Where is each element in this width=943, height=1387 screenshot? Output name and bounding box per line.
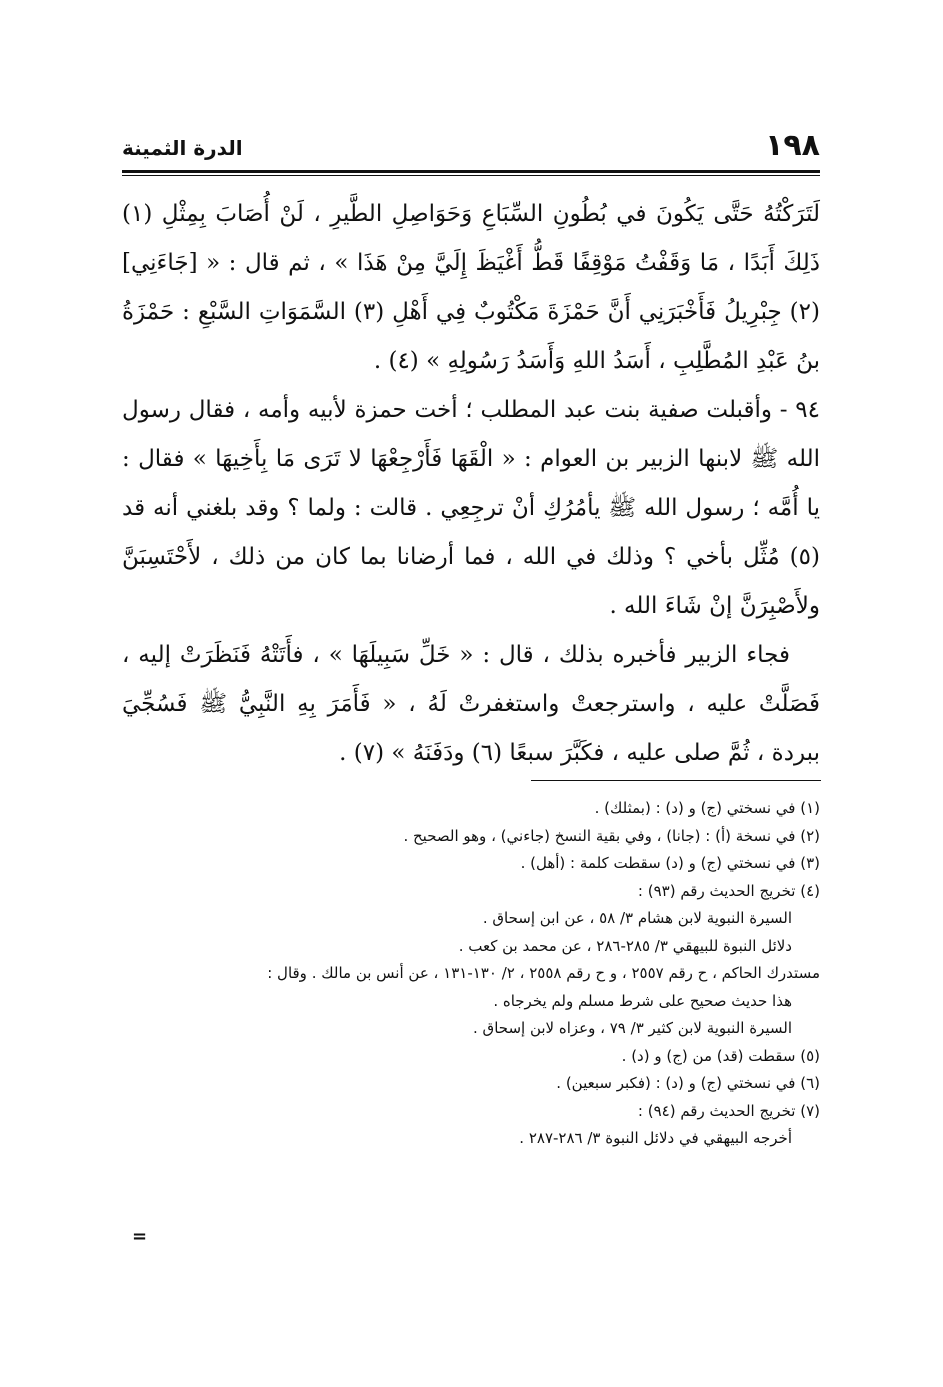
footnote-4-source-1: السيرة النبوية لابن هشام ٣/ ٥٨ ، عن ابن إسحاق . bbox=[482, 909, 792, 927]
paragraph-3: فجاء الزبير فأخبره بذلك ، قال : « خَلِّ سَبِيلَهَا » ، فأَتَتْهُ فَنَظَرَتْ إليه ، فَصَلَّتْ عليه ، واسترجعتْ واستغفرتْ لَهُ ، « فَأَمَرَ بِهِ النَّبِيُّ ﷺ فَسُجِّيَ ببردة ، ثُمَّ صلى عليه ، فكَبَّرَ سبعًا (٦) ودَفَنَهُ » (٧) . bbox=[122, 642, 820, 766]
footnote-separator bbox=[531, 780, 821, 781]
footnote-3: (٣) في نسختي (ج) و (د) سقطت كلمة : (أهل) . bbox=[520, 854, 820, 872]
paragraph-1: لَتَرَكْتُهُ حَتَّى يَكُونَ في بُطُونِ السِّبَاعِ وَحَوَاصِلِ الطَّيرِ ، لَنْ أُصَابَ بِمِثْلِ (١) ذَلِكَ أَبَدًا ، مَا وَقَفْتُ مَوْقِفًا قَطُّ أَغْيَظَ إِلَيَّ مِنْ هَذَا » ، ثم قال : « [جَاءَنِي] (٢) جِبْرِيلُ فَأَخْبَرَنِي أَنَّ حَمْزَةَ مَكْتُوبٌ فِي أَهْلِ (٣) السَّمَوَاتِ السَّبْعِ : حَمْزَةُ بنُ عَبْدِ المُطَّلِبِ ، أَسَدُ اللهِ وَأَسَدُ رَسُولِهِ » (٤) . bbox=[122, 201, 820, 374]
footnote-2: (٢) في نسخة (أ) : (جانا) ، وفي بقية النسخ (جاءني) ، وهو الصحيح . bbox=[403, 826, 820, 845]
footnote-6: (٦) في نسختي (ج) و (د) : (فكبر سبعين) . bbox=[556, 1074, 820, 1092]
footnote-4-source-4: السيرة النبوية لابن كثير ٣/ ٧٩ ، وعزاه لابن إسحاق . bbox=[473, 1019, 792, 1037]
footnote-1: (١) في نسختي (ج) و (د) : (بمثلك) . bbox=[594, 799, 820, 817]
footnote-7-source-1: أخرجه البيهقي في دلائل النبوة ٣/ ٢٨٦-٢٨٧ . bbox=[519, 1129, 792, 1147]
footnote-4-source-3: مستدرك الحاكم ، ح رقم ٢٥٥٧ ، و ح رقم ٢٥٥٨ ، ٢/ ١٣٠-١٣١ ، عن أنس بن مالك . وقال : bbox=[267, 964, 820, 982]
footnote-4-source-2: دلائل النبوة للبيهقي ٣/ ٢٨٥-٢٨٦ ، عن محمد بن كعب . bbox=[458, 936, 792, 955]
continuation-mark: = bbox=[132, 1226, 148, 1247]
footnote-5: (٥) سقطت (قد) من (ج) و (د) . bbox=[621, 1046, 820, 1065]
page-number: ١٩٨ bbox=[765, 128, 820, 163]
header-rule bbox=[122, 170, 820, 173]
header-rule-thin bbox=[122, 175, 820, 176]
footnotes bbox=[122, 795, 820, 1153]
footnote-7: (٧) تخريج الحديث رقم (٩٤) : bbox=[637, 1101, 820, 1120]
running-title: الدرة الثمينة bbox=[122, 136, 243, 160]
page-header bbox=[122, 128, 820, 168]
main-text bbox=[122, 190, 820, 778]
paragraph-2: ٩٤ - وأقبلت صفية بنت عبد المطلب ؛ أخت حمزة لأبيه وأمه ، فقال رسول الله ﷺ لابنها الزبير بن العوام : « الْقَهَا فَأَرْجِعْهَا لا تَرَى مَا بِأَخِيهَا » فقال : يا أُمَّه ؛ رسول الله ﷺ يأمُرُكِ أنْ ترجِعِي . قالت : ولما ؟ وقد بلغني أنه قد (٥) مُثِّل بأخي ؟ وذلك في الله ، فما أرضانا بما كان من ذلك ، لأَحْتَسِبَنَّ ولأَصْبِرَنَّ إنْ شَاءَ الله . bbox=[122, 397, 820, 619]
footnote-4: (٤) تخريج الحديث رقم (٩٣) : bbox=[637, 881, 820, 900]
footnote-4-source-3-cont: هذا حديث صحيح على شرط مسلم ولم يخرجاه . bbox=[493, 991, 792, 1010]
